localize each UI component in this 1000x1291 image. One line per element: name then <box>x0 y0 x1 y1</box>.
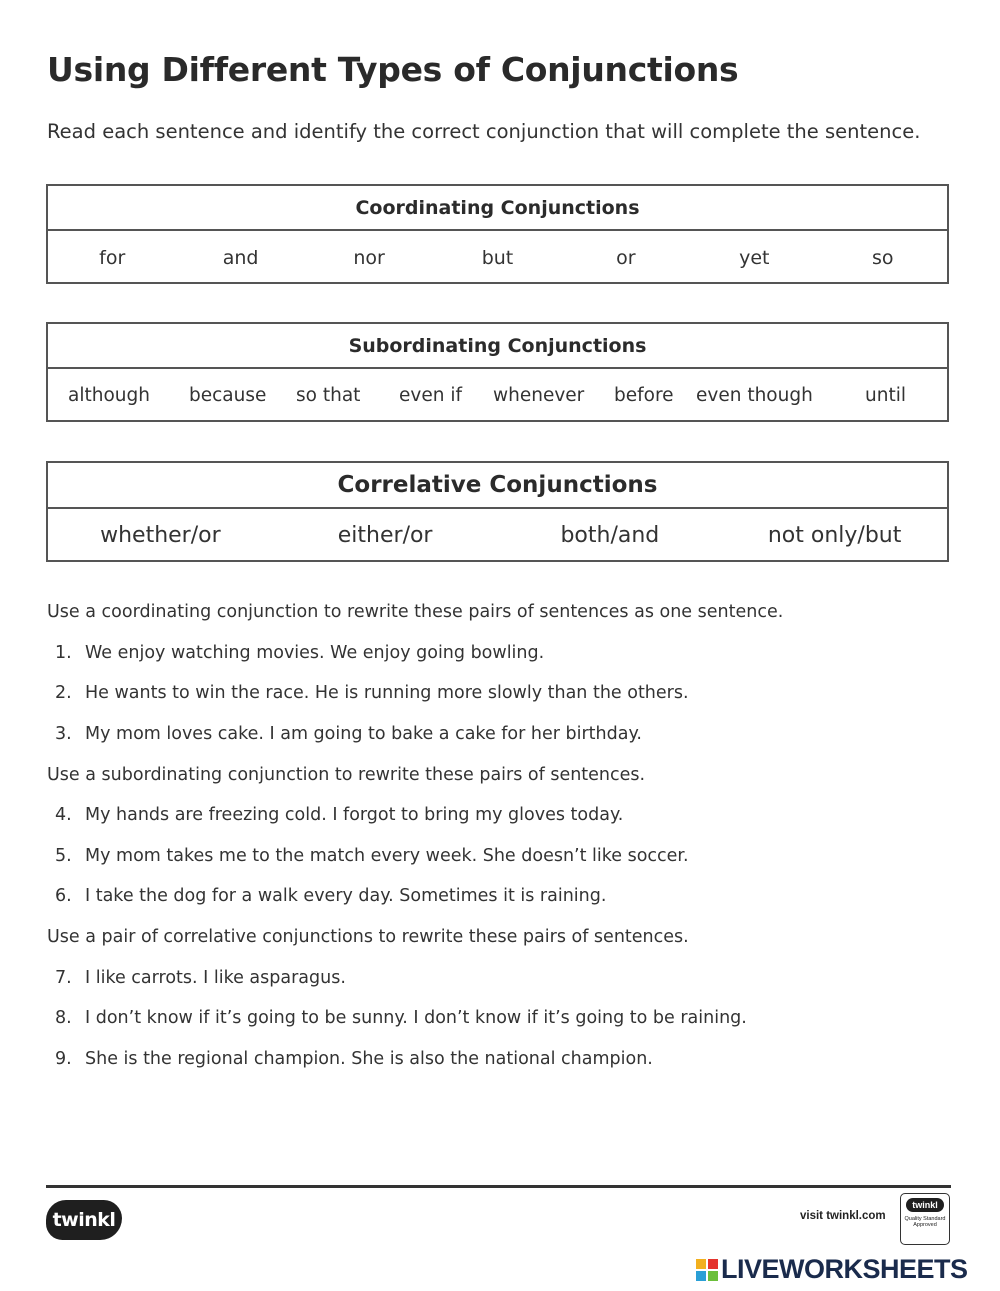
item-text: I don’t know if it’s going to be sunny. I don’t know if it’s going to be raining. <box>85 1008 747 1028</box>
coordinating-word: so <box>871 246 894 269</box>
liveworksheets-blocks-icon <box>696 1259 718 1281</box>
subordinating-word: even though <box>696 385 813 406</box>
exercise-item <box>55 1008 747 1028</box>
item-text: We enjoy watching movies. We enjoy going bowling. <box>85 643 545 663</box>
item-number: 9. <box>55 1049 72 1069</box>
correlative-words <box>48 509 947 562</box>
exercise-item <box>55 724 642 744</box>
badge-text: Quality Standard Approved <box>904 1216 946 1228</box>
intro-text: Read each sentence and identify the correct conjunction that will complete the sentence. <box>47 120 921 143</box>
twinkl-logo[interactable]: twinkl <box>46 1200 122 1240</box>
item-number: 8. <box>55 1008 72 1028</box>
exercise-item <box>55 643 544 663</box>
correlative-heading: Correlative Conjunctions <box>48 463 947 509</box>
subordinating-word: until <box>865 385 906 406</box>
item-number: 3. <box>55 724 72 744</box>
item-number: 6. <box>55 886 72 906</box>
exercise-item <box>55 886 606 906</box>
liveworksheets-text: LIVEWORKSHEETS <box>721 1254 968 1284</box>
exercise-item <box>55 805 623 825</box>
coordinating-word: for <box>99 246 126 269</box>
exercise-item <box>55 683 689 703</box>
correlative-word: both/and <box>560 523 660 548</box>
item-text: I like carrots. I like asparagus. <box>85 968 346 988</box>
item-text: My hands are freezing cold. I forgot to bring my gloves today. <box>85 805 624 825</box>
item-number: 7. <box>55 968 72 988</box>
page-title: Using Different Types of Conjunctions <box>47 50 739 89</box>
badge-logo: twinkl <box>906 1198 944 1212</box>
correlative-word: not only/but <box>767 523 902 548</box>
coordinating-word: but <box>481 246 514 269</box>
exercise-item <box>55 846 689 866</box>
subordinating-heading: Subordinating Conjunctions <box>48 324 947 369</box>
coordinating-words <box>48 231 947 284</box>
subordinating-word: so that <box>296 385 361 406</box>
subordinating-box <box>46 322 949 422</box>
visit-link[interactable]: visit twinkl.com <box>800 1210 886 1222</box>
liveworksheets-brand[interactable] <box>696 1254 968 1285</box>
item-number: 4. <box>55 805 72 825</box>
section-instruction: Use a coordinating conjunction to rewrite these pairs of sentences as one sentence. <box>47 602 784 622</box>
item-text: He wants to win the race. He is running more slowly than the others. <box>85 683 689 703</box>
item-text: I take the dog for a walk every day. Sometimes it is raining. <box>85 886 607 906</box>
item-number: 2. <box>55 683 72 703</box>
coordinating-box <box>46 184 949 284</box>
subordinating-word: before <box>614 385 674 406</box>
item-number: 1. <box>55 643 72 663</box>
subordinating-words <box>48 369 947 422</box>
coordinating-word: nor <box>353 246 385 269</box>
section-instruction: Use a pair of correlative conjunctions to rewrite these pairs of sentences. <box>47 927 689 947</box>
section-instruction: Use a subordinating conjunction to rewrite these pairs of sentences. <box>47 765 646 785</box>
subordinating-word: whenever <box>493 385 585 406</box>
item-number: 5. <box>55 846 72 866</box>
subordinating-word: even if <box>399 385 462 406</box>
coordinating-word: and <box>222 246 259 269</box>
coordinating-word: yet <box>739 246 770 269</box>
item-text: My mom takes me to the match every week. She doesn’t like soccer. <box>85 846 689 866</box>
footer-divider <box>46 1185 951 1188</box>
exercise-item <box>55 968 346 988</box>
correlative-word: either/or <box>337 523 433 548</box>
quality-badge <box>900 1193 950 1245</box>
coordinating-heading: Coordinating Conjunctions <box>48 186 947 231</box>
coordinating-word: or <box>616 246 636 269</box>
exercise-item <box>55 1049 653 1069</box>
item-text: She is the regional champion. She is also the national champion. <box>85 1049 653 1069</box>
subordinating-word: although <box>68 385 150 406</box>
subordinating-word: because <box>189 385 267 406</box>
correlative-word: whether/or <box>100 523 221 548</box>
correlative-box <box>46 461 949 562</box>
item-text: My mom loves cake. I am going to bake a cake for her birthday. <box>85 724 642 744</box>
